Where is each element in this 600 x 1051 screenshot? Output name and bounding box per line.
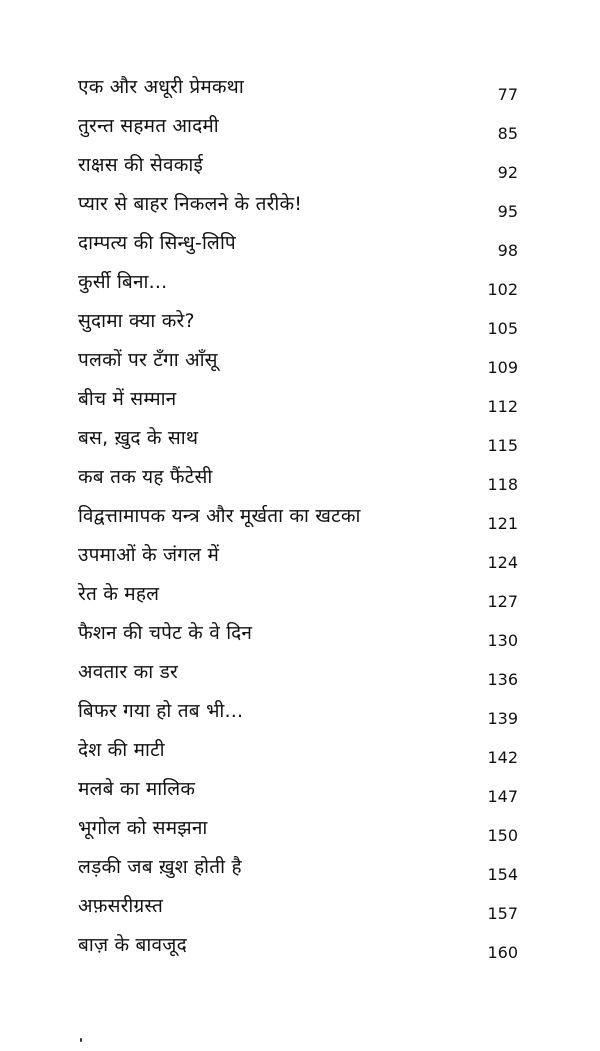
toc-entry-title: अवतार का डर [78, 661, 178, 683]
toc-entry [78, 657, 518, 696]
toc-entry-title: बस, ख़ुद के साथ [78, 427, 199, 449]
toc-entry [78, 384, 518, 423]
toc-entry-title: बाज़ के बावजूद [78, 934, 187, 956]
toc-entry-title: एक और अधूरी प्रेमकथा [78, 76, 244, 98]
toc-entry [78, 930, 518, 969]
toc-entry-title: बीच में सम्मान [78, 388, 177, 410]
toc-entry [78, 306, 518, 345]
toc-entry [78, 462, 518, 501]
toc-entry-page-number: 139 [487, 709, 518, 728]
print-mark [80, 1038, 82, 1042]
toc-entry-page-number: 124 [487, 553, 518, 572]
toc-entry-title: देश की माटी [78, 739, 165, 761]
toc-entry-title: कब तक यह फैंटेसी [78, 466, 213, 488]
toc-entry [78, 696, 518, 735]
toc-entry-page-number: 142 [487, 748, 518, 767]
toc-entry-page-number: 98 [497, 241, 518, 260]
toc-entry-page-number: 77 [497, 85, 518, 104]
toc-entry-title: रेत के महल [78, 583, 160, 605]
toc-entry-title: कुर्सी बिना... [78, 271, 168, 293]
toc-entry [78, 345, 518, 384]
toc-entry-page-number: 102 [487, 280, 518, 299]
toc-entry [78, 618, 518, 657]
toc-entry-page-number: 121 [487, 514, 518, 533]
toc-entry-page-number: 127 [487, 592, 518, 611]
toc-entry-title: पलकों पर टँगा आँसू [78, 349, 218, 371]
toc-entry-title: दाम्पत्य की सिन्धु-लिपि [78, 232, 236, 254]
toc-entry-page-number: 147 [487, 787, 518, 806]
toc-entry [78, 540, 518, 579]
toc-entry-title: राक्षस की सेवकाई [78, 154, 204, 176]
toc-entry-page-number: 95 [497, 202, 518, 221]
toc-entry-title: सुदामा क्या करे? [78, 310, 195, 332]
toc-entry-page-number: 109 [487, 358, 518, 377]
toc-entry-page-number: 115 [487, 436, 518, 455]
toc-entry-page-number: 85 [497, 124, 518, 143]
toc-entry-page-number: 105 [487, 319, 518, 338]
toc-entry-title: उपमाओं के जंगल में [78, 544, 220, 566]
toc-entry [78, 267, 518, 306]
toc-entry-title: लड़की जब ख़ुश होती है [78, 856, 242, 878]
toc-entry-page-number: 118 [487, 475, 518, 494]
toc-entry [78, 852, 518, 891]
toc-entry [78, 579, 518, 618]
toc-entry-title: विद्वत्तामापक यन्त्र और मूर्खता का खटका [78, 505, 361, 527]
toc-entry [78, 228, 518, 267]
table-of-contents [78, 72, 518, 969]
toc-entry [78, 111, 518, 150]
toc-entry-page-number: 160 [487, 943, 518, 962]
toc-entry-title: फैशन की चपेट के वे दिन [78, 622, 253, 644]
toc-entry [78, 423, 518, 462]
toc-entry-title: प्यार से बाहर निकलने के तरीके! [78, 193, 303, 215]
toc-entry-title: बिफर गया हो तब भी... [78, 700, 244, 722]
toc-entry-page-number: 150 [487, 826, 518, 845]
toc-entry-page-number: 157 [487, 904, 518, 923]
toc-entry [78, 735, 518, 774]
toc-entry [78, 72, 518, 111]
toc-entry [78, 501, 518, 540]
toc-entry-page-number: 112 [487, 397, 518, 416]
toc-entry-page-number: 136 [487, 670, 518, 689]
toc-entry-page-number: 130 [487, 631, 518, 650]
toc-entry [78, 189, 518, 228]
toc-entry [78, 813, 518, 852]
toc-entry [78, 891, 518, 930]
toc-entry-title: मलबे का मालिक [78, 778, 196, 800]
toc-entry-title: भूगोल को समझना [78, 817, 208, 839]
toc-entry-page-number: 92 [497, 163, 518, 182]
toc-entry-title: तुरन्त सहमत आदमी [78, 115, 219, 137]
toc-entry-title: अफ़सरीग्रस्त [78, 895, 164, 917]
toc-entry-page-number: 154 [487, 865, 518, 884]
toc-entry [78, 774, 518, 813]
toc-entry [78, 150, 518, 189]
